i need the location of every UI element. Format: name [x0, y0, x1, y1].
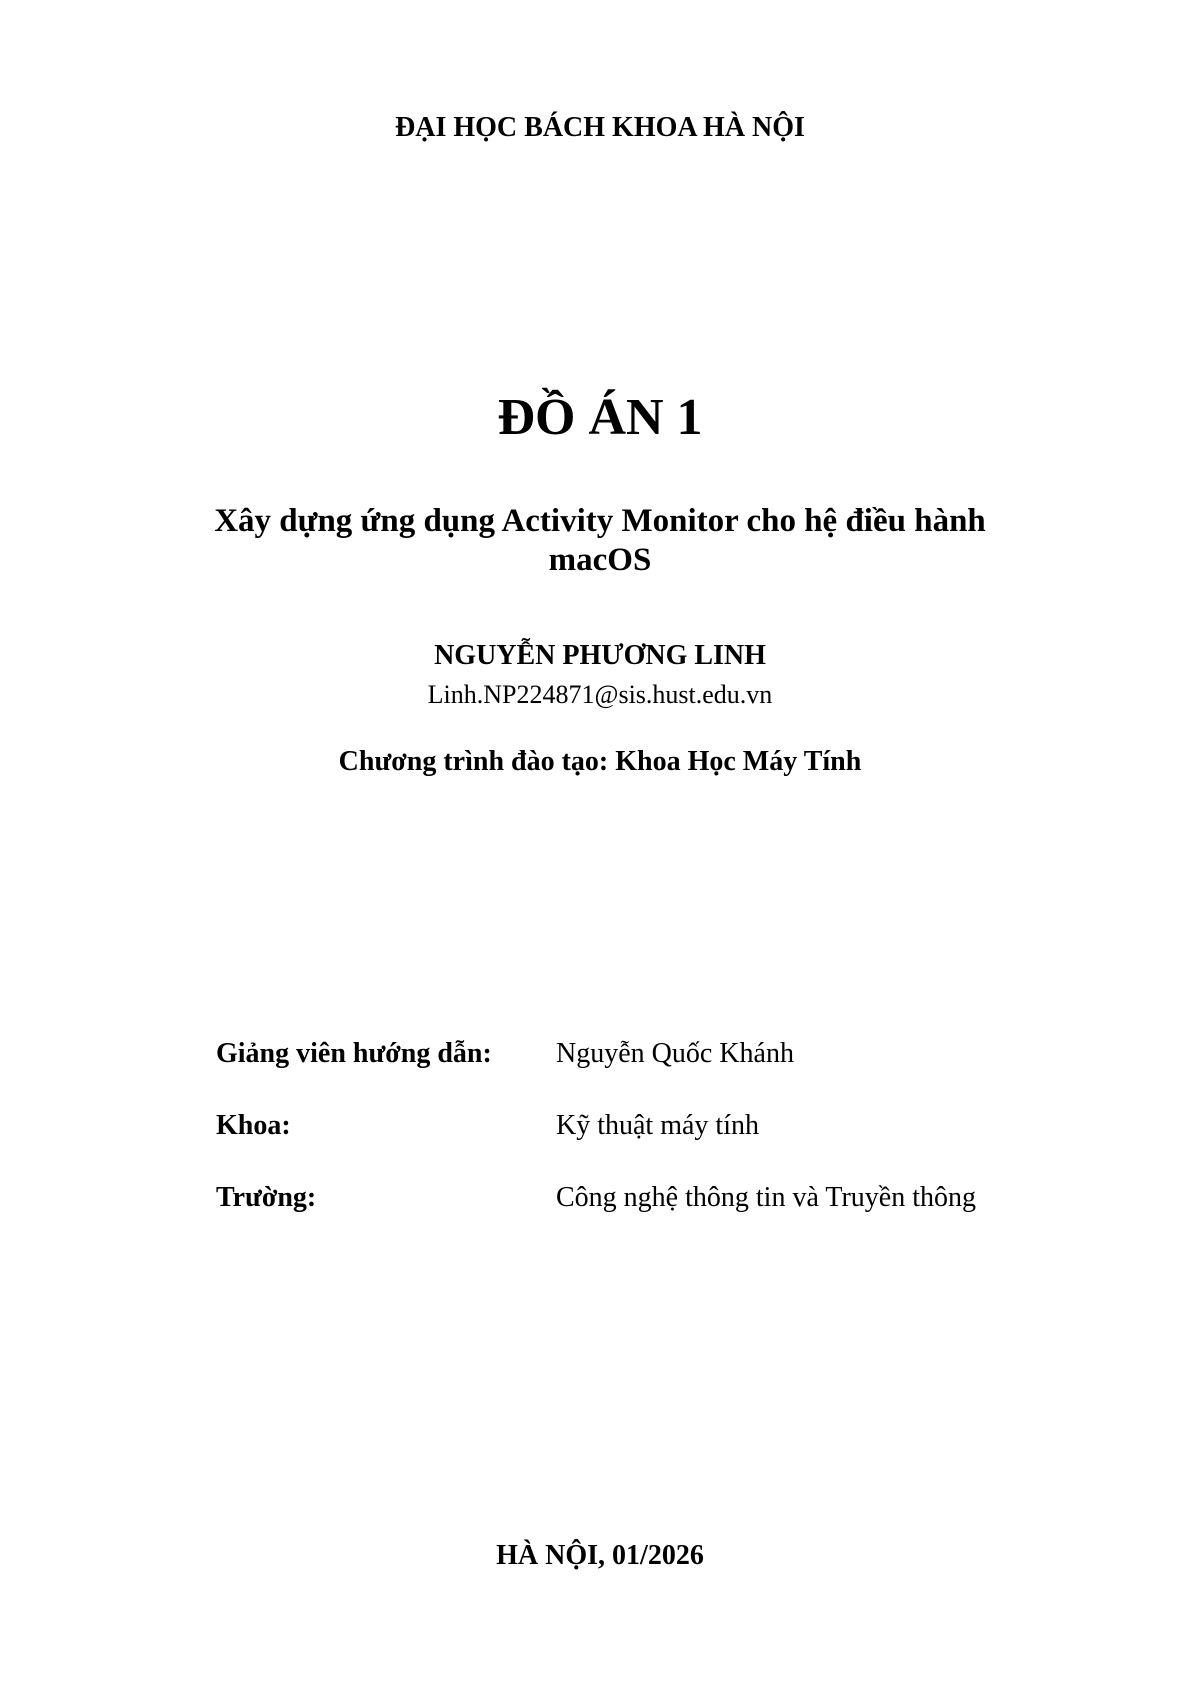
thesis-title: Xây dựng ứng dụng Activity Monitor cho hệ điều hành macOS [214, 503, 986, 578]
document-type-heading: ĐỒ ÁN 1 [497, 389, 703, 446]
info-value: Nguyễn Quốc Khánh [556, 1038, 794, 1069]
author-name: NGUYỄN PHƯƠNG LINH [434, 640, 766, 671]
info-value: Công nghệ thông tin và Truyền thông [556, 1182, 977, 1213]
university-name: ĐẠI HỌC BÁCH KHOA HÀ NỘI [395, 112, 805, 143]
author-email: Linh.NP224871@sis.hust.edu.vn [427, 680, 773, 709]
info-label: Trường: [216, 1182, 317, 1213]
place-and-date: HÀ NỘI, 01/2026 [496, 1540, 704, 1571]
training-program: Chương trình đào tạo: Khoa Học Máy Tính [338, 746, 862, 777]
info-label: Khoa: [216, 1110, 291, 1141]
info-value: Kỹ thuật máy tính [556, 1110, 759, 1141]
info-label: Giảng viên hướng dẫn: [216, 1038, 492, 1069]
